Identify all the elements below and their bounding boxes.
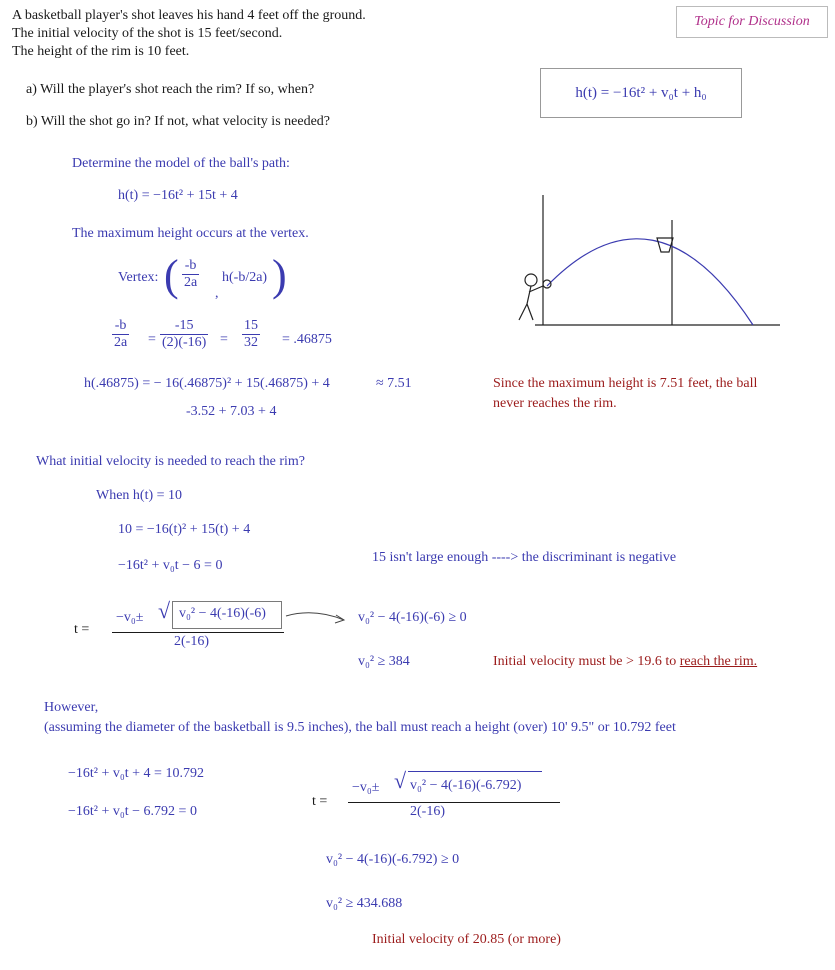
- calc-num-3: 15: [244, 318, 258, 333]
- question-b: b) Will the shot go in? If not, what velocity is needed?: [26, 114, 330, 129]
- q2-denominator: 2(-16): [410, 804, 445, 819]
- eval-terms: -3.52 + 7.03 + 4: [186, 404, 277, 419]
- when-line: When h(t) = 10: [96, 488, 183, 503]
- radical-icon-2: √: [394, 768, 407, 793]
- vertex-denominator: 2a: [184, 275, 198, 290]
- radical-bar-2: [408, 771, 542, 772]
- player-figure-icon: [519, 274, 551, 320]
- formula-box: [540, 68, 742, 118]
- red-velocity-note-text: Initial velocity must be > 19.6 to: [493, 654, 677, 669]
- model-heading: Determine the model of the ball's path:: [72, 156, 290, 171]
- part3-eq2: −16t² + v₀t − 6.792 = 0: [68, 804, 197, 819]
- q1-numerator-left: −v₀±: [116, 610, 144, 625]
- question-a: a) Will the player's shot reach the rim? If so, when?: [26, 82, 315, 97]
- calc-den-2: (2)(-16): [162, 335, 207, 350]
- model-equation: h(t) = −16t² + 15t + 4: [118, 188, 238, 203]
- part2-eq1: 10 = −16(t)² + 15(t) + 4: [118, 522, 251, 537]
- final-answer: Initial velocity of 20.85 (or more): [372, 932, 561, 947]
- calc-den-1: 2a: [114, 335, 128, 350]
- part3-ineq-1: v₀² − 4(-16)(-6.792) ≥ 0: [326, 852, 460, 867]
- conclusion-line-1: Since the maximum height is 7.51 feet, the ball: [493, 376, 758, 391]
- vertex-numerator: -b: [184, 258, 197, 273]
- q1-numerator-right: v₀² − 4(-16)(-6): [179, 606, 266, 621]
- discriminant-box: [172, 601, 282, 629]
- problem-line-1: A basketball player's shot leaves his hand 4 feet off the ground.: [12, 8, 366, 23]
- vertex-second: h(-b/2a): [222, 270, 268, 285]
- ineq-2: v₀² ≥ 384: [358, 654, 410, 669]
- q2-numerator-left: −v₀±: [352, 780, 380, 795]
- q2-fraction-bar: [348, 802, 560, 803]
- calc-num-1: -b: [114, 318, 127, 333]
- red-velocity-note: [493, 654, 757, 670]
- part2-heading: What initial velocity is needed to reach the rim?: [36, 454, 306, 469]
- ineq-1: v₀² − 4(-16)(-6) ≥ 0: [358, 610, 467, 625]
- shot-diagram: [505, 180, 795, 340]
- vertex-label: Vertex:: [118, 270, 159, 285]
- vertex-note: The maximum height occurs at the vertex.: [72, 226, 309, 241]
- calc-num-2: -15: [174, 318, 194, 333]
- however-label: However,: [44, 700, 99, 715]
- eq-sign-1: =: [148, 332, 156, 347]
- discriminant-note: 15 isn't large enough ----> the discriminant is negative: [372, 550, 677, 565]
- q1-denominator: 2(-16): [174, 634, 209, 649]
- t-label-2: t =: [312, 794, 328, 809]
- problem-line-2: The initial velocity of the shot is 15 feet/second.: [12, 26, 283, 41]
- general-formula: h(t) = −16t² + v₀t + h₀: [575, 85, 707, 101]
- calc-den-3: 32: [244, 335, 258, 350]
- topic-label: Topic for Discussion: [694, 14, 810, 29]
- eval-approx: ≈ 7.51: [376, 376, 412, 391]
- calc-fraction-2: [160, 318, 208, 351]
- vertex-comma: ,: [215, 286, 219, 301]
- vertex-close-paren: ): [272, 251, 287, 300]
- calc-fraction-1: [112, 318, 129, 351]
- part2-eq2: −16t² + v₀t − 6 = 0: [118, 558, 223, 573]
- t-label-1: t =: [74, 622, 90, 637]
- topic-box: [676, 6, 828, 38]
- part3-ineq-2: v₀² ≥ 434.688: [326, 896, 403, 911]
- radical-icon-1: √: [158, 598, 171, 623]
- assumption-text: (assuming the diameter of the basketball is 9.5 inches), the ball must reach a height (over) 10' 9.5" or 10.792 feet: [44, 720, 676, 735]
- calc-fraction-3: [242, 318, 260, 351]
- problem-line-3: The height of the rim is 10 feet.: [12, 44, 190, 59]
- vertex-open-paren: (: [164, 251, 179, 300]
- calc-result: = .46875: [282, 332, 332, 347]
- basket-icon: [657, 238, 673, 252]
- reach-rim-text: reach the rim.: [679, 654, 758, 669]
- eval-line: h(.46875) = − 16(.46875)² + 15(.46875) + 4: [84, 376, 330, 391]
- q2-numerator-right: v₀² − 4(-16)(-6.792): [410, 778, 522, 793]
- trajectory-curve: [547, 239, 753, 325]
- arrow-icon: [284, 606, 350, 628]
- q1-fraction-bar: [112, 632, 284, 633]
- conclusion-line-2: never reaches the rim.: [493, 396, 617, 411]
- part3-eq1: −16t² + v₀t + 4 = 10.792: [68, 766, 204, 781]
- eq-sign-2: =: [220, 332, 228, 347]
- vertex-fraction: [182, 258, 199, 291]
